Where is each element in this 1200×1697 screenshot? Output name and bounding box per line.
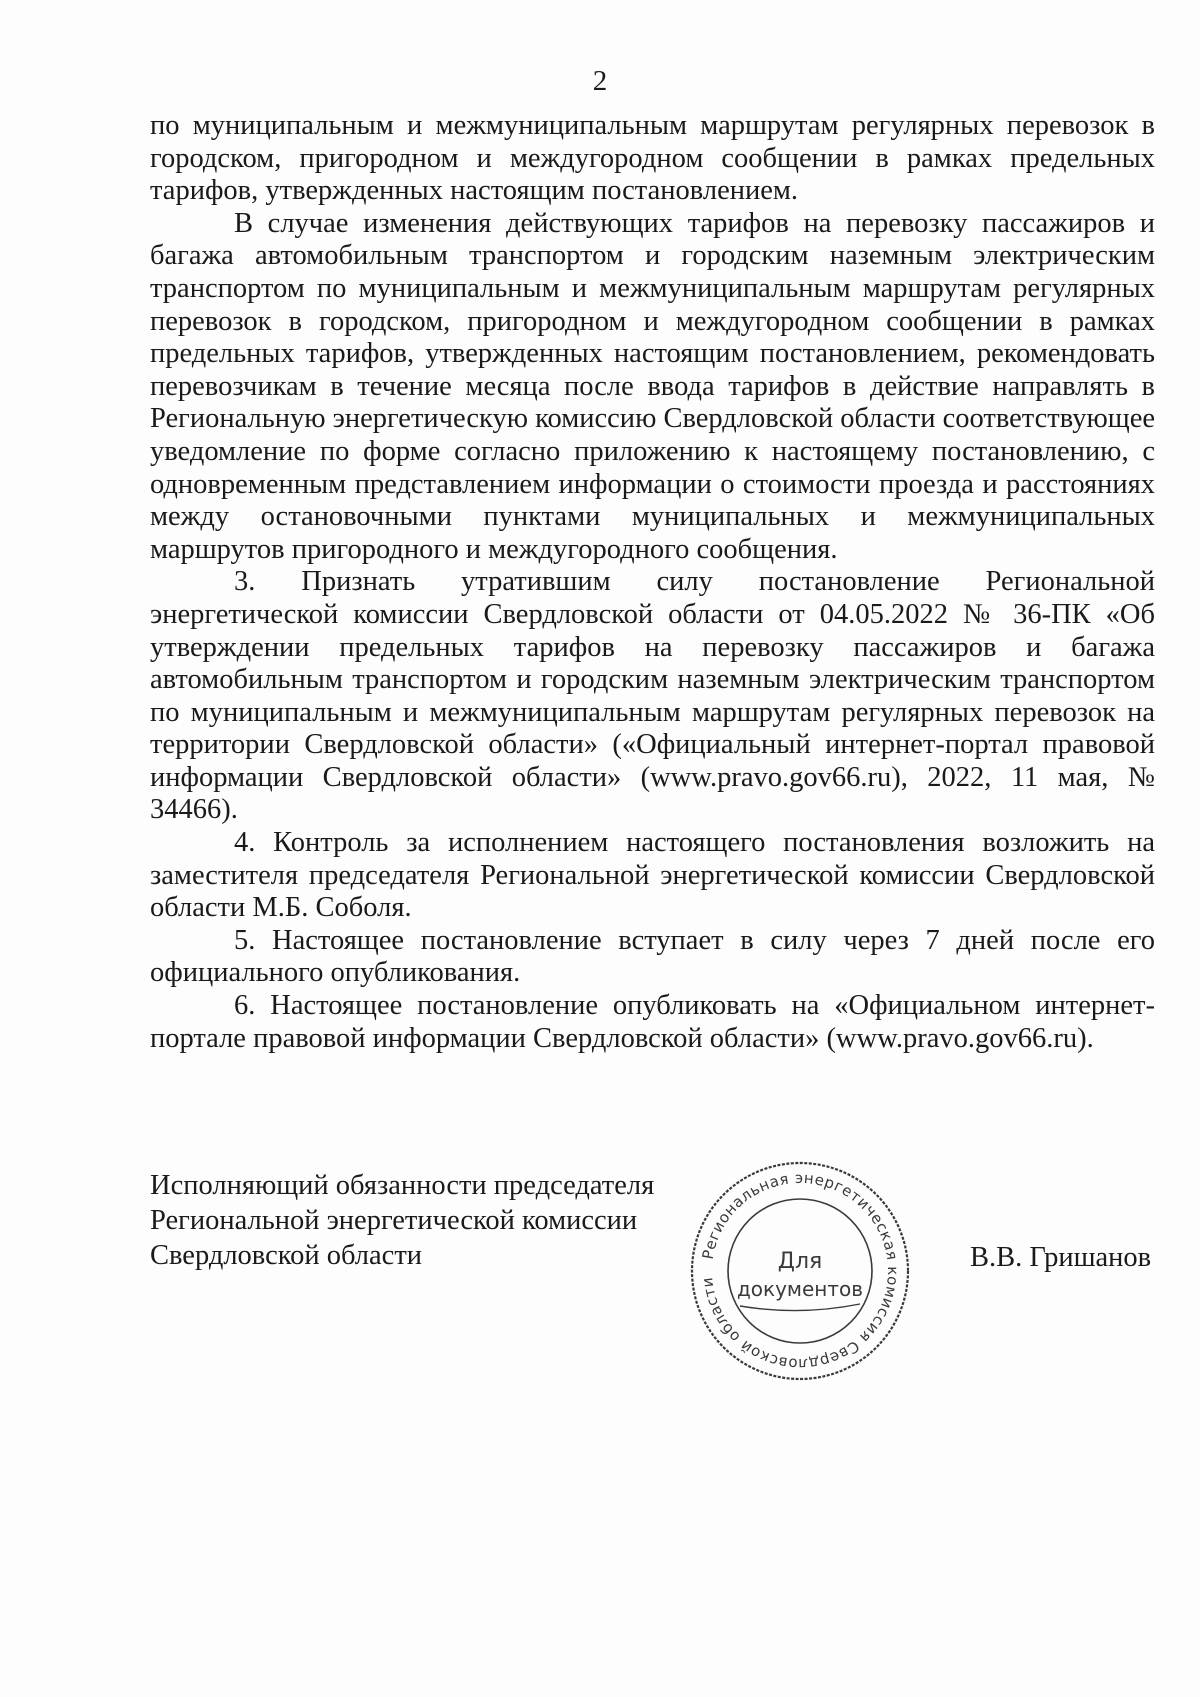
- signatory-position-line: Свердловской области: [150, 1240, 423, 1271]
- paragraph-item-4: 4. Контроль за исполнением настоящего постановления возложить на заместителя председателя Региональной энергетической комиссии Свердловской области М.Б. Соболя.: [150, 827, 1155, 924]
- seal-center-line2: документов: [736, 1277, 864, 1301]
- seal-graphic: [685, 1156, 915, 1386]
- seal-ring-text: Региональная энергетическая комиссия Свердловской области: [698, 1168, 903, 1374]
- paragraph-continuation: по муниципальным и межмуниципальным маршрутам регулярных перевозок в городском, пригородном и междугородном сообщении в рамках предельных тарифов, утвержденных настоящим постановлением.: [150, 110, 1155, 207]
- signatory-position-line: Исполняющий обязанности председателя: [150, 1170, 655, 1201]
- paragraph-tariff-change: В случае изменения действующих тарифов на перевозку пассажиров и багажа автомобильным транспортом и городским наземным электрическим транспортом по муниципальным и межмуниципальным маршрутам регулярных перевозок в городском, пригородном и междугородном сообщении в рамках предельных тарифов, утвержденных настоящим постановлением, рекомендовать перевозчикам в течение месяца после ввода тарифов в действие направлять в Региональную энергетическую комиссию Свердловской области соответствующее уведомление по форме согласно приложению к настоящему постановлению, с одновременным представлением информации о стоимости проезда и расстояниях между остановочными пунктами муниципальных и межмуниципальных маршрутов пригородного и междугородного сообщения.: [150, 207, 1155, 565]
- paragraph-item-3: 3. Признать утратившим силу постановление Региональной энергетической комиссии Свердловской области от 04.05.2022 № 36-ПК «Об утверждении предельных тарифов на перевозку пассажиров и багажа автомобильным транспортом и городским наземным электрическим транспортом по муниципальным и межмуниципальным маршрутам регулярных перевозок на территории Свердловской области» («Официальный интернет-портал правовой информации Свердловской области» (www.pravo.gov66.ru), 2022, 11 мая, № 34466).: [150, 566, 1155, 826]
- paragraph-item-6: 6. Настоящее постановление опубликовать на «Официальном интернет-портале правовой информации Свердловской области» (www.pravo.gov66.ru).: [150, 990, 1155, 1054]
- paragraph-item-5: 5. Настоящее постановление вступает в силу через 7 дней после его официального опубликования.: [150, 924, 1155, 989]
- signatory-position-line: Региональной энергетической комиссии: [150, 1205, 638, 1236]
- document-body: [150, 110, 1155, 1055]
- official-seal: [685, 1156, 915, 1386]
- page-number: 2: [592, 65, 608, 97]
- seal-center-line1: Для: [777, 1249, 823, 1274]
- signatory-name: В.В. Гришанов: [970, 1242, 1152, 1273]
- signatory-position: [150, 1168, 710, 1273]
